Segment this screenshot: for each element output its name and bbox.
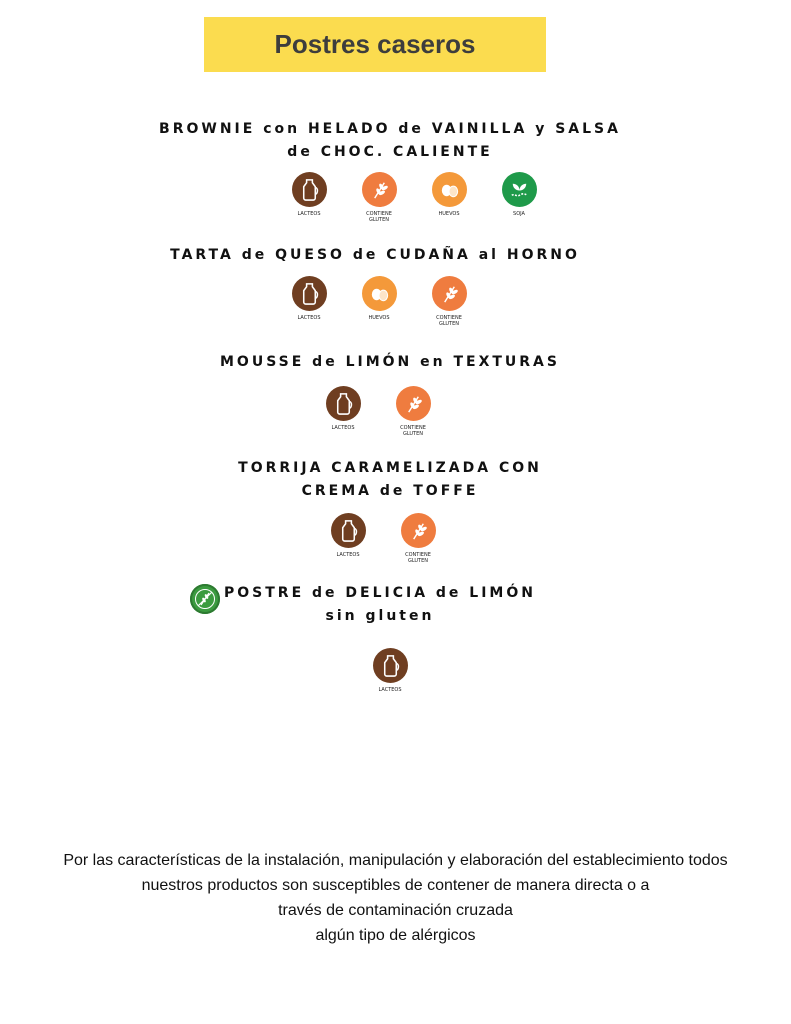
dish-name-line: sin gluten: [325, 608, 435, 624]
allergen-label: CONTIENE GLUTEN: [400, 425, 426, 437]
disclaimer-line: nuestros productos son susceptibles de contener de manera directa o a: [141, 877, 650, 894]
allergen-row: [313, 513, 453, 564]
allergen-label: SOJA: [513, 211, 525, 217]
milk-jug-icon: [331, 513, 366, 548]
allergen-huevos: [344, 276, 414, 327]
allergen-lacteos: [313, 513, 383, 564]
allergen-disclaimer: [0, 848, 791, 948]
dish-name: [120, 118, 660, 164]
allergen-label: CONTIENE GLUTEN: [436, 315, 462, 327]
disclaimer-line: través de contaminación cruzada: [278, 902, 513, 919]
allergen-label: LACTEOS: [297, 211, 321, 217]
eggs-icon: [362, 276, 397, 311]
allergen-soja: [484, 172, 554, 223]
dish-name-line: TARTA de QUESO de CUDAÑA al HORNO: [170, 247, 580, 263]
allergen-huevos: [414, 172, 484, 223]
dish-name-line: TORRIJA CARAMELIZADA CON: [238, 460, 542, 476]
wheat-icon: [401, 513, 436, 548]
allergen-row: [274, 276, 484, 327]
allergen-label: LACTEOS: [297, 315, 321, 321]
dish-name-line: BROWNIE con HELADO de VAINILLA y SALSA: [159, 121, 621, 137]
gluten-free-badge-icon: [190, 584, 220, 614]
allergen-gluten: [383, 513, 453, 564]
allergen-gluten: [378, 386, 448, 437]
allergen-gluten: [344, 172, 414, 223]
wheat-icon: [362, 172, 397, 207]
disclaimer-line: algún tipo de alérgicos: [315, 927, 476, 944]
allergen-label: HUEVOS: [438, 211, 460, 217]
allergen-lacteos: [274, 172, 344, 223]
allergen-label: LACTEOS: [378, 687, 402, 693]
eggs-icon: [432, 172, 467, 207]
dish-name: [120, 351, 660, 374]
allergen-lacteos: [355, 648, 425, 693]
page-title: Postres caseros: [274, 29, 476, 59]
allergen-label: CONTIENE GLUTEN: [405, 552, 431, 564]
dish-name-line: de CHOC. CALIENTE: [287, 144, 493, 160]
allergen-lacteos: [308, 386, 378, 437]
milk-jug-icon: [373, 648, 408, 683]
allergen-row: [274, 172, 554, 223]
allergen-label: LACTEOS: [331, 425, 355, 431]
wheat-icon: [396, 386, 431, 421]
allergen-row: [355, 648, 425, 693]
dish-name: [220, 582, 540, 628]
soy-icon: [502, 172, 537, 207]
dish-name-line: MOUSSE de LIMÓN en TEXTURAS: [220, 354, 560, 370]
wheat-icon: [432, 276, 467, 311]
title-banner: [204, 17, 546, 72]
allergen-label: HUEVOS: [368, 315, 390, 321]
disclaimer-line: Por las características de la instalación, manipulación y elaboración del establecimiento todos: [63, 852, 728, 869]
allergen-lacteos: [274, 276, 344, 327]
milk-jug-icon: [292, 276, 327, 311]
allergen-label: CONTIENE GLUTEN: [366, 211, 392, 223]
dish-name: [100, 244, 650, 267]
dish-name-line: CREMA de TOFFE: [301, 483, 479, 499]
milk-jug-icon: [292, 172, 327, 207]
allergen-label: LACTEOS: [336, 552, 360, 558]
dish-name-line: POSTRE de DELICIA de LIMÓN: [224, 585, 536, 601]
allergen-gluten: [414, 276, 484, 327]
allergen-row: [308, 386, 448, 437]
milk-jug-icon: [326, 386, 361, 421]
dish-name: [120, 457, 660, 503]
